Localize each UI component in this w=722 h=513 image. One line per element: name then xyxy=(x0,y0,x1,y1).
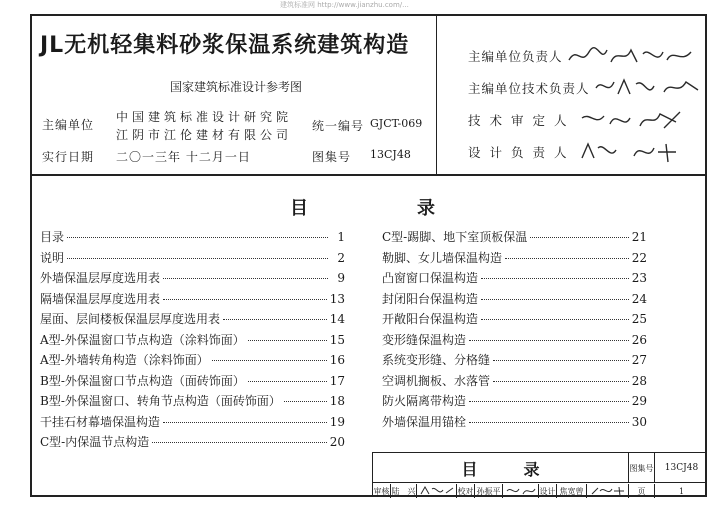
atlas-subtitle: 国家建筑标准设计参考图 xyxy=(170,80,303,94)
toc-entry[interactable]: 变形缝保温构造 26 xyxy=(382,332,647,347)
serial-label: 统一编号 xyxy=(312,119,365,133)
handwritten-signature xyxy=(590,485,626,497)
toc-entry[interactable]: B型-外保温窗口节点构造（面砖饰面） 17 xyxy=(40,373,345,388)
editor-label: 主编单位 xyxy=(42,118,95,132)
toc-entry[interactable]: A型-外保温窗口节点构造（涂料饰面） 15 xyxy=(40,332,345,347)
sheet-name: 目 录 xyxy=(373,453,629,483)
page-value: 1 xyxy=(678,486,685,496)
toc-entry[interactable]: 屋面、层间楼板保温层厚度选用表 14 xyxy=(40,312,345,326)
watermark-text: 建筑标准网 http://www.jianzhu.com/... xyxy=(280,1,409,9)
date-value: 二〇一三年 十二月一日 xyxy=(116,150,251,164)
toc-entry[interactable]: A型-外墙转角构造（涂料饰面） 16 xyxy=(40,353,345,367)
toc-entry[interactable]: 勒脚、女儿墙保温构造 22 xyxy=(382,250,647,265)
toc-entry[interactable]: 系统变形缝、分格缝 27 xyxy=(382,353,647,367)
toc-entry[interactable]: B型-外保温窗口、转角节点构造（面砖饰面） 18 xyxy=(40,394,345,408)
toc-entry[interactable]: 干挂石材幕墙保温构造 19 xyxy=(40,414,345,429)
toc-left-column xyxy=(40,228,345,454)
audit-label: 审核 xyxy=(373,484,391,498)
handwritten-signature xyxy=(580,108,690,132)
editor-org-2: 江阴市江伦建材有限公司 xyxy=(116,128,293,142)
signature-row xyxy=(468,76,704,100)
handwritten-signature xyxy=(505,485,537,497)
handwritten-signature xyxy=(567,44,697,68)
signature-role: 技术审定人 xyxy=(468,113,576,128)
title-block-bottom xyxy=(373,484,707,498)
atlas-number-value: 13CJ48 xyxy=(370,148,411,161)
toc-title-left: 目 xyxy=(290,198,310,219)
handwritten-signature xyxy=(419,485,455,497)
toc-title-right: 录 xyxy=(417,198,437,219)
signature-row xyxy=(468,140,680,164)
page-label: 页 xyxy=(629,484,655,498)
atlas-number-label: 图集号 xyxy=(312,150,352,164)
check-signature xyxy=(503,484,539,498)
audit-name: 陆 兴 xyxy=(391,484,417,498)
toc-entry[interactable]: 空调机搁板、水落管 28 xyxy=(382,373,647,388)
audit-signature xyxy=(417,484,457,498)
check-label: 校对 xyxy=(457,484,475,498)
serial-value: GJCT-069 xyxy=(370,117,423,130)
signature-role: 设计负责人 xyxy=(468,145,576,160)
design-name: 焦宽曾 xyxy=(557,484,587,498)
toc-entry[interactable]: 目录 1 xyxy=(40,230,345,244)
toc-right-column xyxy=(382,228,647,433)
title-block-top xyxy=(373,453,707,483)
cover-header xyxy=(32,16,705,176)
check-name: 孙振平 xyxy=(475,484,503,498)
atlas-title: JL无机轻集料砂浆保温系统建筑构造 xyxy=(40,33,410,58)
atlas-value-cell: 13CJ48 xyxy=(664,463,699,473)
toc-entry[interactable]: 隔墙保温层厚度选用表 13 xyxy=(40,291,345,306)
signature-row xyxy=(468,44,697,68)
design-label: 设计 xyxy=(539,484,557,498)
atlas-label-cell: 图集号 xyxy=(629,453,655,483)
toc-entry[interactable]: 外墙保温用锚栓 30 xyxy=(382,414,647,429)
handwritten-signature xyxy=(580,140,680,164)
toc-entry[interactable]: 说明 2 xyxy=(40,250,345,265)
drawing-sheet xyxy=(30,14,707,497)
toc-entry[interactable]: 凸窗窗口保温构造 23 xyxy=(382,271,647,285)
editor-org-1: 中国建筑标准设计研究院 xyxy=(116,110,293,124)
signature-row xyxy=(468,108,690,132)
toc-entry[interactable]: C型-踢脚、地下室顶板保温 21 xyxy=(382,230,647,244)
toc-entry[interactable]: C型-内保温节点构造 20 xyxy=(40,435,345,449)
date-label: 实行日期 xyxy=(42,150,95,164)
header-info-panel xyxy=(32,16,437,174)
signature-role: 主编单位技术负责人 xyxy=(468,81,590,96)
toc-entry[interactable]: 防火隔离带构造 29 xyxy=(382,394,647,408)
toc-entry[interactable]: 开敞阳台保温构造 25 xyxy=(382,312,647,326)
handwritten-signature xyxy=(594,76,704,100)
signature-role: 主编单位负责人 xyxy=(468,49,563,64)
toc-entry[interactable]: 封闭阳台保温构造 24 xyxy=(382,291,647,306)
signature-panel xyxy=(438,16,706,174)
title-block xyxy=(372,452,707,497)
toc-entry[interactable]: 外墙保温层厚度选用表 9 xyxy=(40,271,345,285)
design-signature xyxy=(587,484,629,498)
